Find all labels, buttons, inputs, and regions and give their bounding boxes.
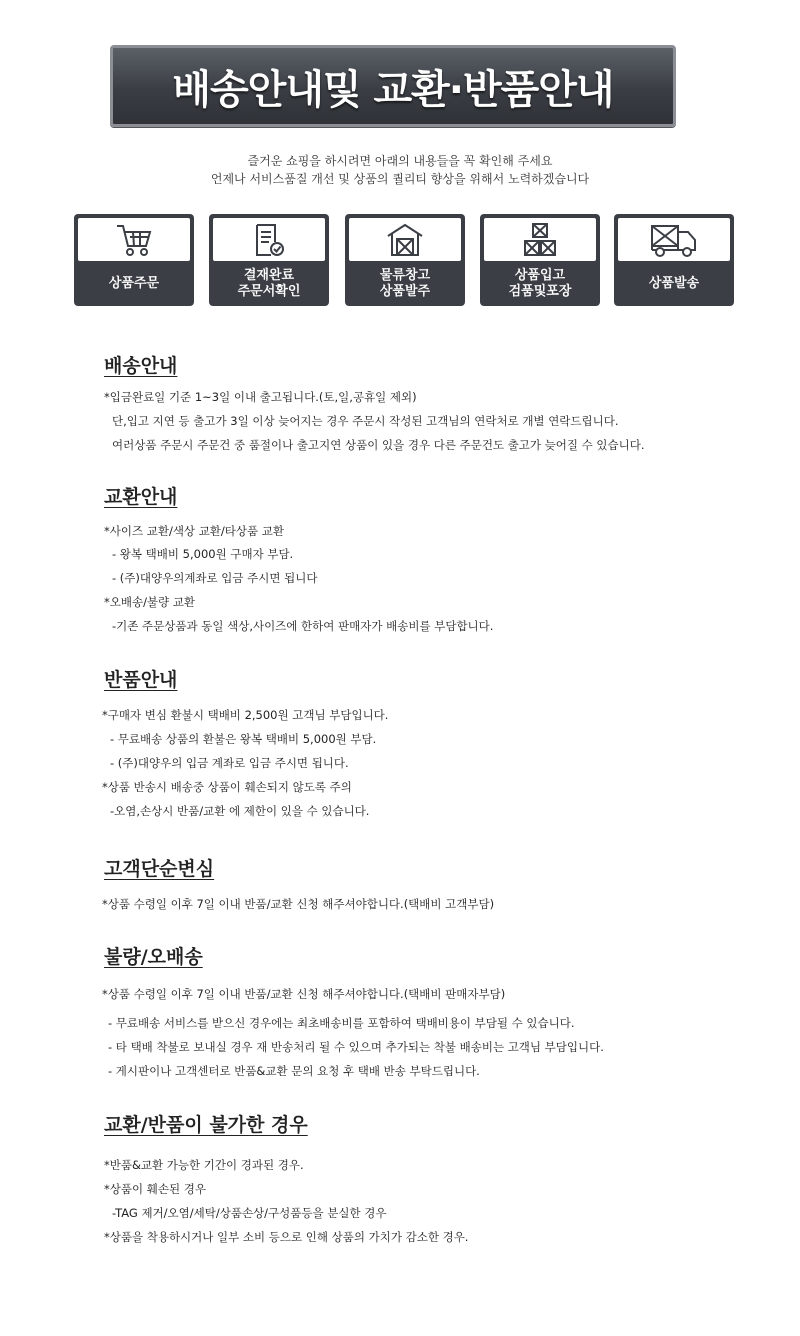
truck-icon [649, 222, 699, 258]
intro-line-2: 언제나 서비스품질 개선 및 상품의 퀄리티 향상을 위해서 노력하겠습니다 [210, 172, 590, 186]
defect-line: *상품 수령일 이후 7일 이내 반품/교환 신청 해주셔야합니다.(택배비 판매자부담) [102, 987, 506, 1001]
document-check-icon [251, 222, 287, 258]
not-allowed-line: *상품이 훼손된 경우 [104, 1182, 206, 1196]
delivery-line: *입금완료일 기준 1~3일 이내 출고됩니다.(토,일,공휴일 제외) [104, 390, 417, 404]
page-banner [110, 45, 676, 127]
step-label: 물류창고 상품발주 [379, 267, 431, 299]
step-order [74, 214, 194, 306]
return-line: - (주)대양우의 입금 계좌로 입금 주시면 됩니다. [110, 756, 349, 770]
delivery-line: 단,입고 지연 등 출고가 3일 이상 늦어지는 경우 주문시 작성된 고객님의 연락처로 개별 연락드립니다. [112, 414, 619, 428]
delivery-title: 배송안내 [104, 355, 178, 377]
simple-change-title: 고객단순변심 [104, 858, 215, 880]
not-allowed-line: -TAG 제거/오염/세탁/상품손상/구성품등을 분실한 경우 [112, 1206, 387, 1220]
defect-line: - 타 택배 착불로 보내실 경우 재 반송처리 될 수 있으며 추가되는 착불 배송비는 고객님 부담입니다. [108, 1040, 604, 1054]
return-title: 반품안내 [104, 669, 178, 691]
step-payment [209, 214, 329, 306]
step-label: 상품주문 [108, 275, 160, 291]
exchange-line: *오배송/불량 교환 [104, 595, 196, 609]
exchange-title: 교환안내 [104, 486, 178, 508]
exchange-line: -기존 주문상품과 동일 색상,사이즈에 한하여 판매자가 배송비를 부담합니다. [112, 619, 494, 633]
banner-title: 배송안내및 교환·반품안내 [172, 66, 614, 113]
exchange-line: *사이즈 교환/색상 교환/타상품 교환 [104, 524, 284, 538]
return-line: *상품 반송시 배송중 상품이 훼손되지 않도록 주의 [102, 780, 352, 794]
exchange-line: - 왕복 택배비 5,000원 구매자 부담. [112, 547, 294, 561]
defect-line: - 무료배송 서비스를 받으신 경우에는 최초배송비를 포함하여 택배비용이 부담될 수 있습니다. [108, 1016, 575, 1030]
step-label: 결재완료 주문서확인 [237, 267, 301, 299]
return-line: -오염,손상시 반품/교환 에 제한이 있을 수 있습니다. [110, 804, 370, 818]
process-steps [74, 214, 734, 306]
defect-line: - 게시판이나 고객센터로 반품&교환 문의 요청 후 택배 반송 부탁드립니다. [108, 1064, 480, 1078]
step-label: 상품입고 검품및포장 [508, 267, 572, 299]
return-line: *구매자 변심 환불시 택배비 2,500원 고객님 부담입니다. [102, 708, 389, 722]
boxes-icon [521, 221, 559, 259]
not-allowed-title: 교환/반품이 불가한 경우 [104, 1114, 308, 1136]
exchange-line: - (주)대양우의계좌로 입금 주시면 됩니다 [112, 571, 318, 585]
step-inspection [480, 214, 600, 306]
defect-title: 불량/오배송 [104, 946, 203, 968]
not-allowed-line: *상품을 착용하시거나 일부 소비 등으로 인해 상품의 가치가 감소한 경우. [104, 1230, 469, 1244]
step-warehouse [345, 214, 465, 306]
cart-icon [114, 222, 154, 258]
return-line: - 무료배송 상품의 환불은 왕복 택배비 5,000원 부담. [110, 732, 377, 746]
step-label: 상품발송 [648, 275, 700, 291]
intro-line-1: 즐거운 쇼핑을 하시려면 아래의 내용들을 꼭 확인해 주세요 [247, 154, 553, 168]
simple-change-line: *상품 수령일 이후 7일 이내 반품/교환 신청 해주셔야합니다.(택배비 고객부담) [102, 897, 495, 911]
not-allowed-line: *반품&교환 가능한 기간이 경과된 경우. [104, 1158, 304, 1172]
step-shipping [614, 214, 734, 306]
warehouse-icon [385, 222, 425, 258]
delivery-line: 여러상품 주문시 주문건 중 품절이나 출고지연 상품이 있을 경우 다른 주문건도 출고가 늦어질 수 있습니다. [112, 438, 645, 452]
